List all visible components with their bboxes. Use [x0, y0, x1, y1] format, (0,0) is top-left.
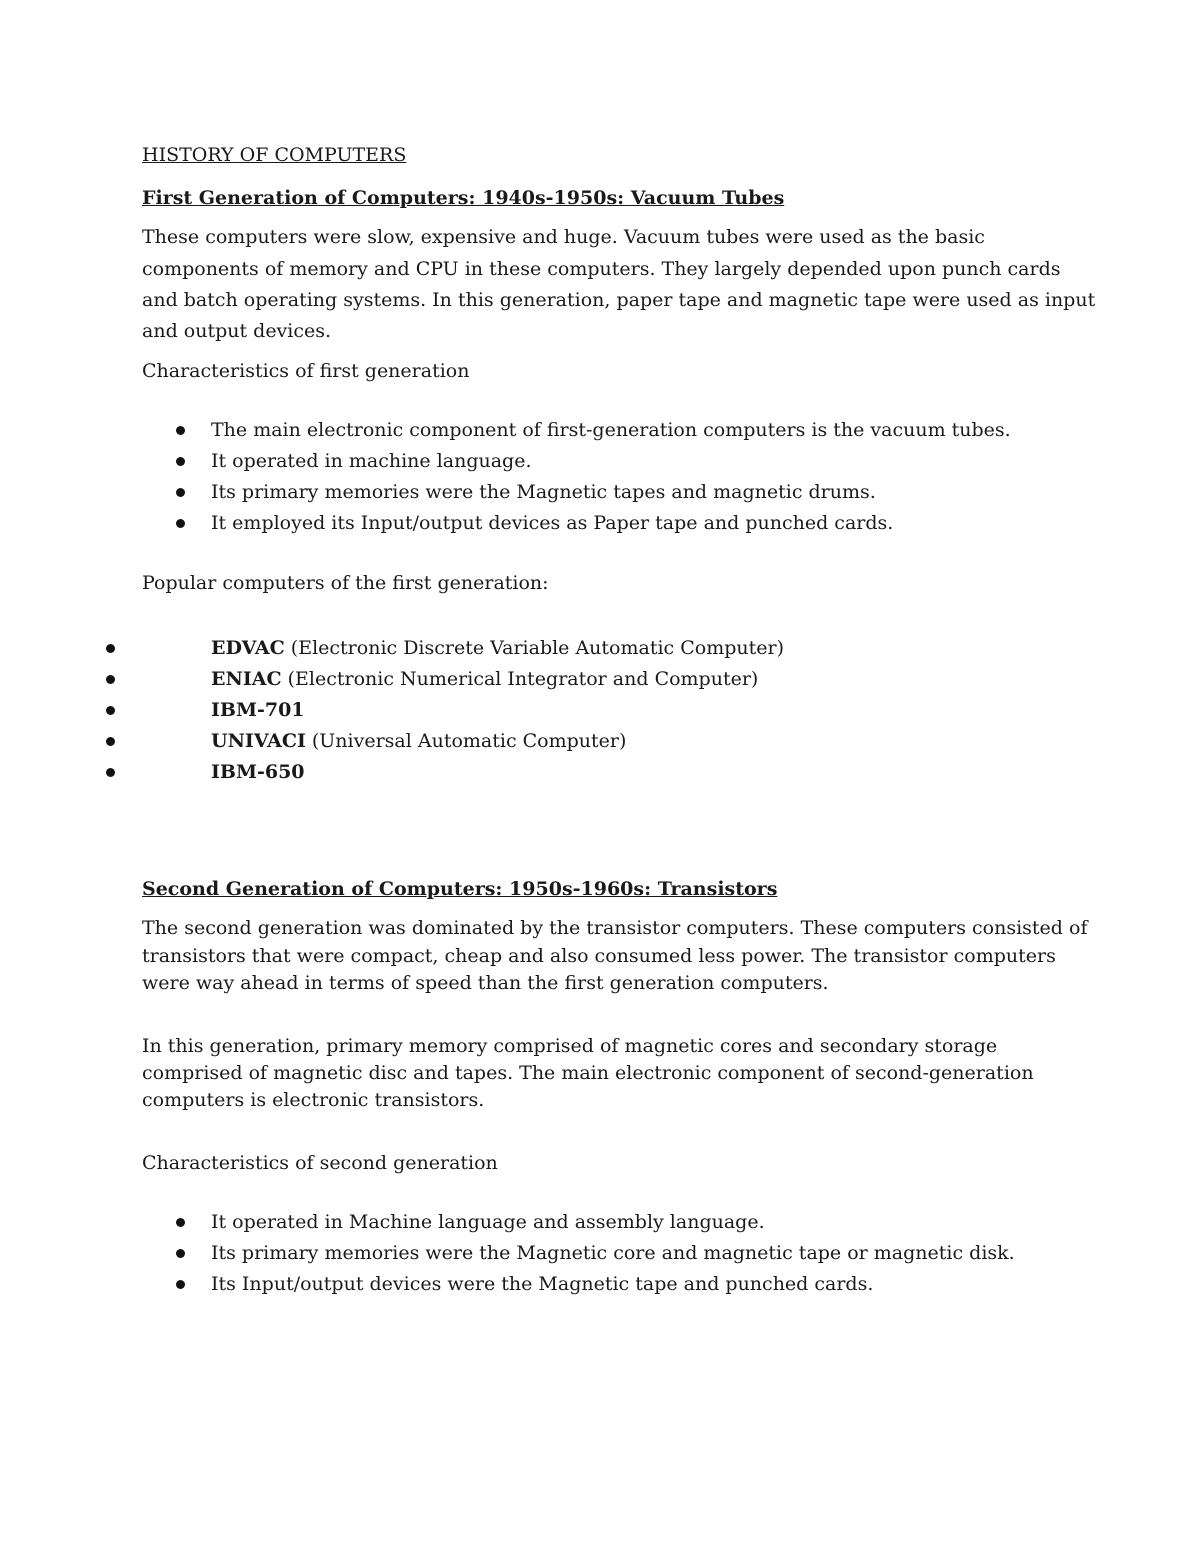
computer-name: UNIVACI	[211, 730, 306, 752]
list-item-text: It employed its Input/output devices as Paper tape and punched cards.	[211, 512, 894, 534]
list-item-text: It operated in machine language.	[211, 450, 532, 472]
bullet-icon	[176, 519, 185, 528]
list-item-text: Its Input/output devices were the Magnetic tape and punched cards.	[211, 1273, 874, 1295]
list-item-text: Its primary memories were the Magnetic tapes and magnetic drums.	[211, 481, 876, 503]
bullet-icon	[106, 675, 115, 684]
bullet-icon	[176, 488, 185, 497]
computer-desc: (Universal Automatic Computer)	[305, 730, 627, 752]
second-gen-para2-line-2: comprised of magnetic disc and tapes. The main electronic component of second-generation	[142, 1062, 1034, 1084]
computer-desc: (Electronic Numerical Integrator and Computer)	[281, 668, 759, 690]
second-gen-para1-line-2: transistors that were compact, cheap and also consumed less power. The transistor computers	[142, 945, 1056, 967]
computer-desc: (Electronic Discrete Variable Automatic Computer)	[284, 637, 784, 659]
first-gen-intro-line-2: components of memory and CPU in these computers. They largely depended upon punch cards	[142, 258, 1061, 280]
first-gen-intro-line-4: and output devices.	[142, 320, 332, 342]
bullet-icon	[106, 644, 115, 653]
first-gen-heading: First Generation of Computers: 1940s-1950s: Vacuum Tubes	[142, 187, 785, 209]
list-item-text	[211, 757, 305, 788]
first-gen-characteristics-label: Characteristics of first generation	[142, 360, 470, 382]
computer-name: IBM-650	[211, 761, 305, 783]
first-gen-popular-label: Popular computers of the first generation:	[142, 572, 549, 594]
bullet-icon	[106, 768, 115, 777]
computer-name: ENIAC	[211, 668, 282, 690]
bullet-icon	[106, 737, 115, 746]
list-item-text: It operated in Machine language and assembly language.	[211, 1211, 765, 1233]
list-item-text: Its primary memories were the Magnetic core and magnetic tape or magnetic disk.	[211, 1242, 1015, 1264]
list-item-text: The main electronic component of first-generation computers is the vacuum tubes.	[211, 419, 1011, 441]
second-gen-para1-line-1: The second generation was dominated by the transistor computers. These computers consisted of	[142, 917, 1088, 939]
list-item-text	[211, 726, 626, 757]
bullet-icon	[176, 457, 185, 466]
document-title: HISTORY OF COMPUTERS	[142, 144, 407, 166]
second-gen-para2-line-1: In this generation, primary memory comprised of magnetic cores and secondary storage	[142, 1035, 998, 1057]
second-gen-characteristics-label: Characteristics of second generation	[142, 1152, 498, 1174]
computer-name: IBM-701	[211, 699, 305, 721]
first-gen-intro-line-1: These computers were slow, expensive and huge. Vacuum tubes were used as the basic	[142, 226, 985, 248]
list-item-text	[211, 695, 305, 726]
bullet-icon	[176, 426, 185, 435]
second-gen-para2-line-3: computers is electronic transistors.	[142, 1089, 485, 1111]
bullet-icon	[176, 1249, 185, 1258]
computer-name: EDVAC	[211, 637, 285, 659]
bullet-icon	[176, 1280, 185, 1289]
second-gen-heading: Second Generation of Computers: 1950s-1960s: Transistors	[142, 878, 778, 900]
second-gen-para1-line-3: were way ahead in terms of speed than the first generation computers.	[142, 972, 829, 994]
list-item-text	[211, 664, 758, 695]
first-gen-intro-line-3: and batch operating systems. In this generation, paper tape and magnetic tape were used as input	[142, 289, 1096, 311]
list-item-text	[211, 633, 784, 664]
bullet-icon	[176, 1218, 185, 1227]
bullet-icon	[106, 706, 115, 715]
